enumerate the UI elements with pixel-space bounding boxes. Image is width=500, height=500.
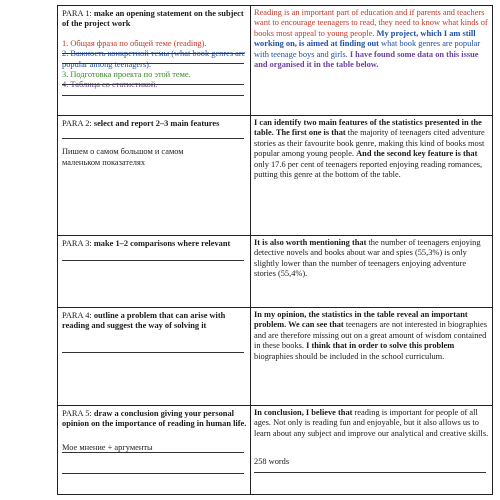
column-divider <box>250 308 251 405</box>
guidance-note: Пишем о самом большом и самом маленьком показателях <box>62 147 184 167</box>
underline <box>62 53 244 54</box>
underline <box>62 260 244 261</box>
model-text-bold: In my opinion, the statistics in the table reveal an important problem. We can see that <box>254 310 468 330</box>
model-text-blue-bold: My project, which I am still working on, is aimed at finding out <box>254 28 476 49</box>
column-divider <box>250 406 251 494</box>
model-text: reading is important for people of all ages. Not only is reading fun and enjoyable, but it also allows us to learn about any subject and improve our analytical and creative skills. <box>254 408 489 438</box>
row-para-2 <box>57 115 493 235</box>
underline <box>62 473 244 474</box>
para-label: PARA 1: <box>62 9 92 18</box>
para-instruction: make an opening statement on the subject of the project work <box>62 9 244 29</box>
model-text-bold: It is also worth mentioning that <box>254 238 367 247</box>
model-text-red: Reading is an important part of education and if parents and teachers want to encourage teenagers to read, they need to know what kinds of books most appeal to young people. <box>254 8 488 38</box>
row-para-1 <box>57 5 493 115</box>
point-2: 2. Важность конкретной темы (what book genres are popular among teenagers). <box>62 49 246 69</box>
word-count: 258 words <box>254 457 290 467</box>
right-cell <box>254 8 490 70</box>
right-cell <box>254 408 490 468</box>
para-label: PARA 2: <box>62 119 92 128</box>
left-cell <box>62 409 248 453</box>
model-text-bold: I think that in order to solve this problem <box>306 341 455 351</box>
row-para-5 <box>57 405 493 495</box>
underline <box>62 352 244 353</box>
model-text-bold: I can identify two main features of the statistics presented in the table. <box>254 118 482 138</box>
para-instruction: make 1–2 comparisons where relevant <box>93 239 231 248</box>
model-text-blue: what book genres are popular with teenage boys and girls. <box>254 39 481 59</box>
model-text: biographies should be included in the school curriculum. <box>254 351 445 361</box>
model-text-bold: In conclusion, I believe that <box>254 408 353 417</box>
para-label: PARA 5: <box>62 409 92 418</box>
model-text-purple-bold: I have found some data on this issue and organised it in the table below. <box>254 49 479 70</box>
underline <box>254 472 486 473</box>
column-divider <box>250 116 251 235</box>
para-instruction: select and report 2–3 main features <box>93 119 220 128</box>
left-cell <box>62 119 248 168</box>
underline <box>62 63 244 64</box>
para-instruction: draw a conclusion giving your personal opinion on the importance of reading in human life. <box>62 409 247 429</box>
model-text: the majority of teenagers cited adventure stories as their favourite book genre, making this kind of books most popular among young people. <box>254 128 485 159</box>
point-3: 3. Подготовка проекта по этой теме. <box>62 70 191 80</box>
right-cell <box>254 118 490 180</box>
para-label: PARA 4: <box>62 311 92 320</box>
underline <box>62 95 244 96</box>
underline <box>62 138 244 139</box>
model-text: only 17.6 per cent of teenagers reported enjoying reading romances, putting this genre at the bottom of the table. <box>254 159 483 180</box>
model-text: teenagers are not interested in biographies and are therefore missing out on a great amount of wisdom contained in these books. <box>254 320 487 351</box>
model-text-bold: The first one is that <box>275 128 346 138</box>
row-para-3 <box>57 235 493 307</box>
column-divider <box>250 236 251 307</box>
left-cell <box>62 9 248 91</box>
point-4: 4. Таблица со статистикой. <box>62 80 158 90</box>
left-cell <box>62 311 248 332</box>
left-cell <box>62 239 248 249</box>
row-para-4 <box>57 307 493 405</box>
model-text-bold: And the second key feature is that <box>356 149 478 159</box>
model-text: the number of teenagers enjoying detective novels and books about war and spies (55,3%) is only slightly lower than the number of teenagers enjoying adventure stories (55,4%). <box>254 238 481 279</box>
underline <box>62 452 244 453</box>
point-1: 1. Общая фраза по общей теме (reading). <box>62 38 207 48</box>
para-instruction: outline a problem that can arise with reading and suggest the way of solving it <box>62 311 226 331</box>
para-label: PARA 3: <box>62 239 92 248</box>
guidance-note: Мое мнение + аргументы <box>62 442 153 452</box>
column-divider <box>250 6 251 115</box>
right-cell <box>254 310 490 362</box>
right-cell <box>254 238 490 280</box>
underline <box>62 84 244 85</box>
